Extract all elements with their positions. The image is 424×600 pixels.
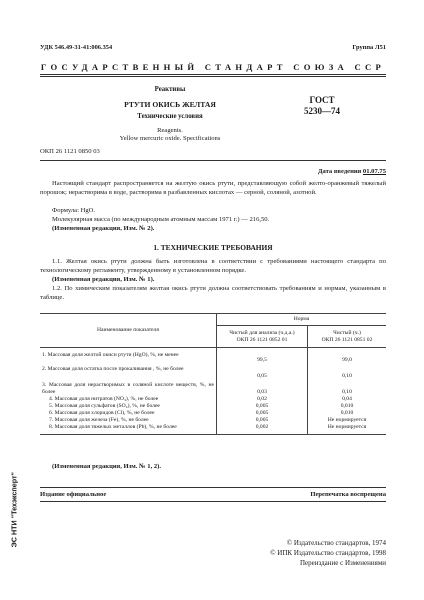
- th-col-pure: [308, 326, 387, 348]
- banner-rule: [40, 74, 386, 75]
- row-v2: Не нормируется: [327, 416, 367, 423]
- intro-edit: (Измененная редакция, Изм. № 2).: [52, 225, 155, 232]
- title-line3: Технические условия: [137, 113, 203, 120]
- banner: ГОСУДАРСТВЕННЫЙ СТАНДАРТ СОЮЗА ССР: [40, 62, 386, 72]
- intro-date-value: 01.07.75: [362, 168, 386, 175]
- table-row: [40, 403, 386, 410]
- title-en1: Reagents.: [157, 127, 183, 134]
- row-name: 4. Массовая доля нитратов (NO₃), %, не более: [40, 396, 217, 403]
- gost-label: ГОСТ: [309, 95, 335, 105]
- row-v1: 0,005: [217, 403, 308, 410]
- row-v2: 0,10: [342, 388, 352, 395]
- row-v1: 0,02: [217, 396, 308, 403]
- row-name: 6. Массовая доля хлоридов (Cl), %, не более: [40, 410, 217, 417]
- side-watermark: [4, 425, 19, 595]
- row-name: 3. Массовая доля нерастворимых в соляной кислоте веществ, %, не более: [40, 380, 217, 396]
- requirements-table: [40, 313, 386, 435]
- intro-date-label: Дата введения: [317, 168, 362, 175]
- title-line1: Реактивы: [154, 86, 186, 93]
- section-title: 1. ТЕХНИЧЕСКИЕ ТРЕБОВАНИЯ: [153, 243, 273, 252]
- clause-1-2: 1.2. По химическим показателям желтая окись ртути должна соответствовать требованиям и нормам, указанным в таблице.: [40, 285, 386, 301]
- title-line2: РТУТИ ОКИСЬ ЖЕЛТАЯ: [124, 100, 216, 109]
- udk-code: УДК 546.49-31-41:006.354: [40, 44, 113, 51]
- row-v2: 0,010: [340, 409, 354, 416]
- copyright-1998: © ИПК Издательство стандартов, 1998: [270, 549, 386, 557]
- row-v1: 0,05: [217, 364, 308, 380]
- footer-rule-2: [40, 501, 386, 502]
- gost-number: 5230—74: [304, 106, 340, 116]
- reissue-note: Переиздание с Изменениями: [299, 559, 386, 567]
- row-v2: Не нормируется: [308, 424, 387, 434]
- formula: Формула: HgO.: [52, 207, 96, 214]
- th-col1-label: Чистый для анализа (ч.д.а.): [229, 329, 295, 336]
- side-watermark-text: ЭС НТИ "Техэксперт": [9, 472, 19, 548]
- row-v2: 0,04: [342, 395, 352, 402]
- row-name: 7. Массовая доля железа (Fe), %, не более: [40, 417, 217, 424]
- th-norm: Норма: [217, 314, 387, 326]
- row-v1: 99,5: [217, 348, 308, 364]
- table-row: [40, 396, 386, 403]
- table-row: [40, 364, 386, 380]
- copyright-1974: © Издательство стандартов, 1974: [286, 539, 386, 547]
- table-row: [40, 410, 386, 417]
- molecular-mass: Молекулярная масса (по международным атомным массам 1971 г.) — 216,50.: [52, 216, 270, 223]
- row-name: 5. Массовая доля сульфатов (SO₄), %, не более: [40, 403, 217, 410]
- th-indicator: Наименование показателя: [40, 314, 217, 348]
- official-edition: Издание официальное: [40, 491, 107, 498]
- footer-rule: [40, 487, 386, 488]
- group-code: Группа Л51: [352, 44, 386, 51]
- row-v1: 0,005: [217, 417, 308, 424]
- banner-rule-thin: [40, 76, 386, 77]
- row-name: 2. Массовая доля остатка после прокаливания , %, не более: [40, 364, 217, 380]
- row-v2: 0,10: [342, 372, 352, 379]
- okp-code: ОКП 26 1121 0850 03: [40, 148, 100, 155]
- th-col1-okp: ОКП 26 1121 0852 01: [236, 336, 288, 343]
- row-name: 1. Массовая доля желтой окиси ртути (HgO), %, не менее: [40, 348, 217, 364]
- intro-date: [240, 168, 386, 177]
- row-v2: 99,0: [342, 357, 352, 363]
- reprint-prohibited: Перепечатка воспрещена: [310, 491, 386, 498]
- clause-1-1: 1.1. Желтая окись ртути должна быть изготовлена в соответствии с требованиями настоящего стандарта по технологическому регламенту, утвержденному в установленном порядке.: [40, 258, 386, 274]
- table-row: [40, 424, 386, 434]
- title-rule: [40, 160, 386, 161]
- clause-1-1-edit: (Измененная редакция, Изм. № 1).: [52, 276, 155, 283]
- th-col2-okp: ОКП 26 1121 0851 02: [321, 336, 373, 343]
- table-edit-note: (Измененная редакция, Изм. № 1, 2).: [52, 463, 162, 470]
- row-name: 8. Массовая доля тяжелых металлов (Pb), %, не более: [40, 424, 217, 434]
- row-v1: 0,002: [217, 424, 308, 434]
- title-en2: Yellow mercuric oxide. Specifications: [119, 135, 221, 142]
- table-row: [40, 417, 386, 424]
- row-v2: 0,010: [340, 402, 354, 409]
- row-v1: 0,03: [217, 380, 308, 396]
- intro-paragraph: Настоящий стандарт распространяется на желтую окись ртути, представляющую собой желто-оранжевый тяжелый порошок; нерастворима в воде, растворима в разбавленных кислотах — серной, соляной, азотной.: [40, 180, 386, 196]
- th-col-pure-analysis: [217, 326, 308, 348]
- row-v1: 0,005: [217, 410, 308, 417]
- th-col2-label: Чистый (ч.): [333, 329, 361, 336]
- table-row: [40, 380, 386, 396]
- table-row: [40, 348, 386, 364]
